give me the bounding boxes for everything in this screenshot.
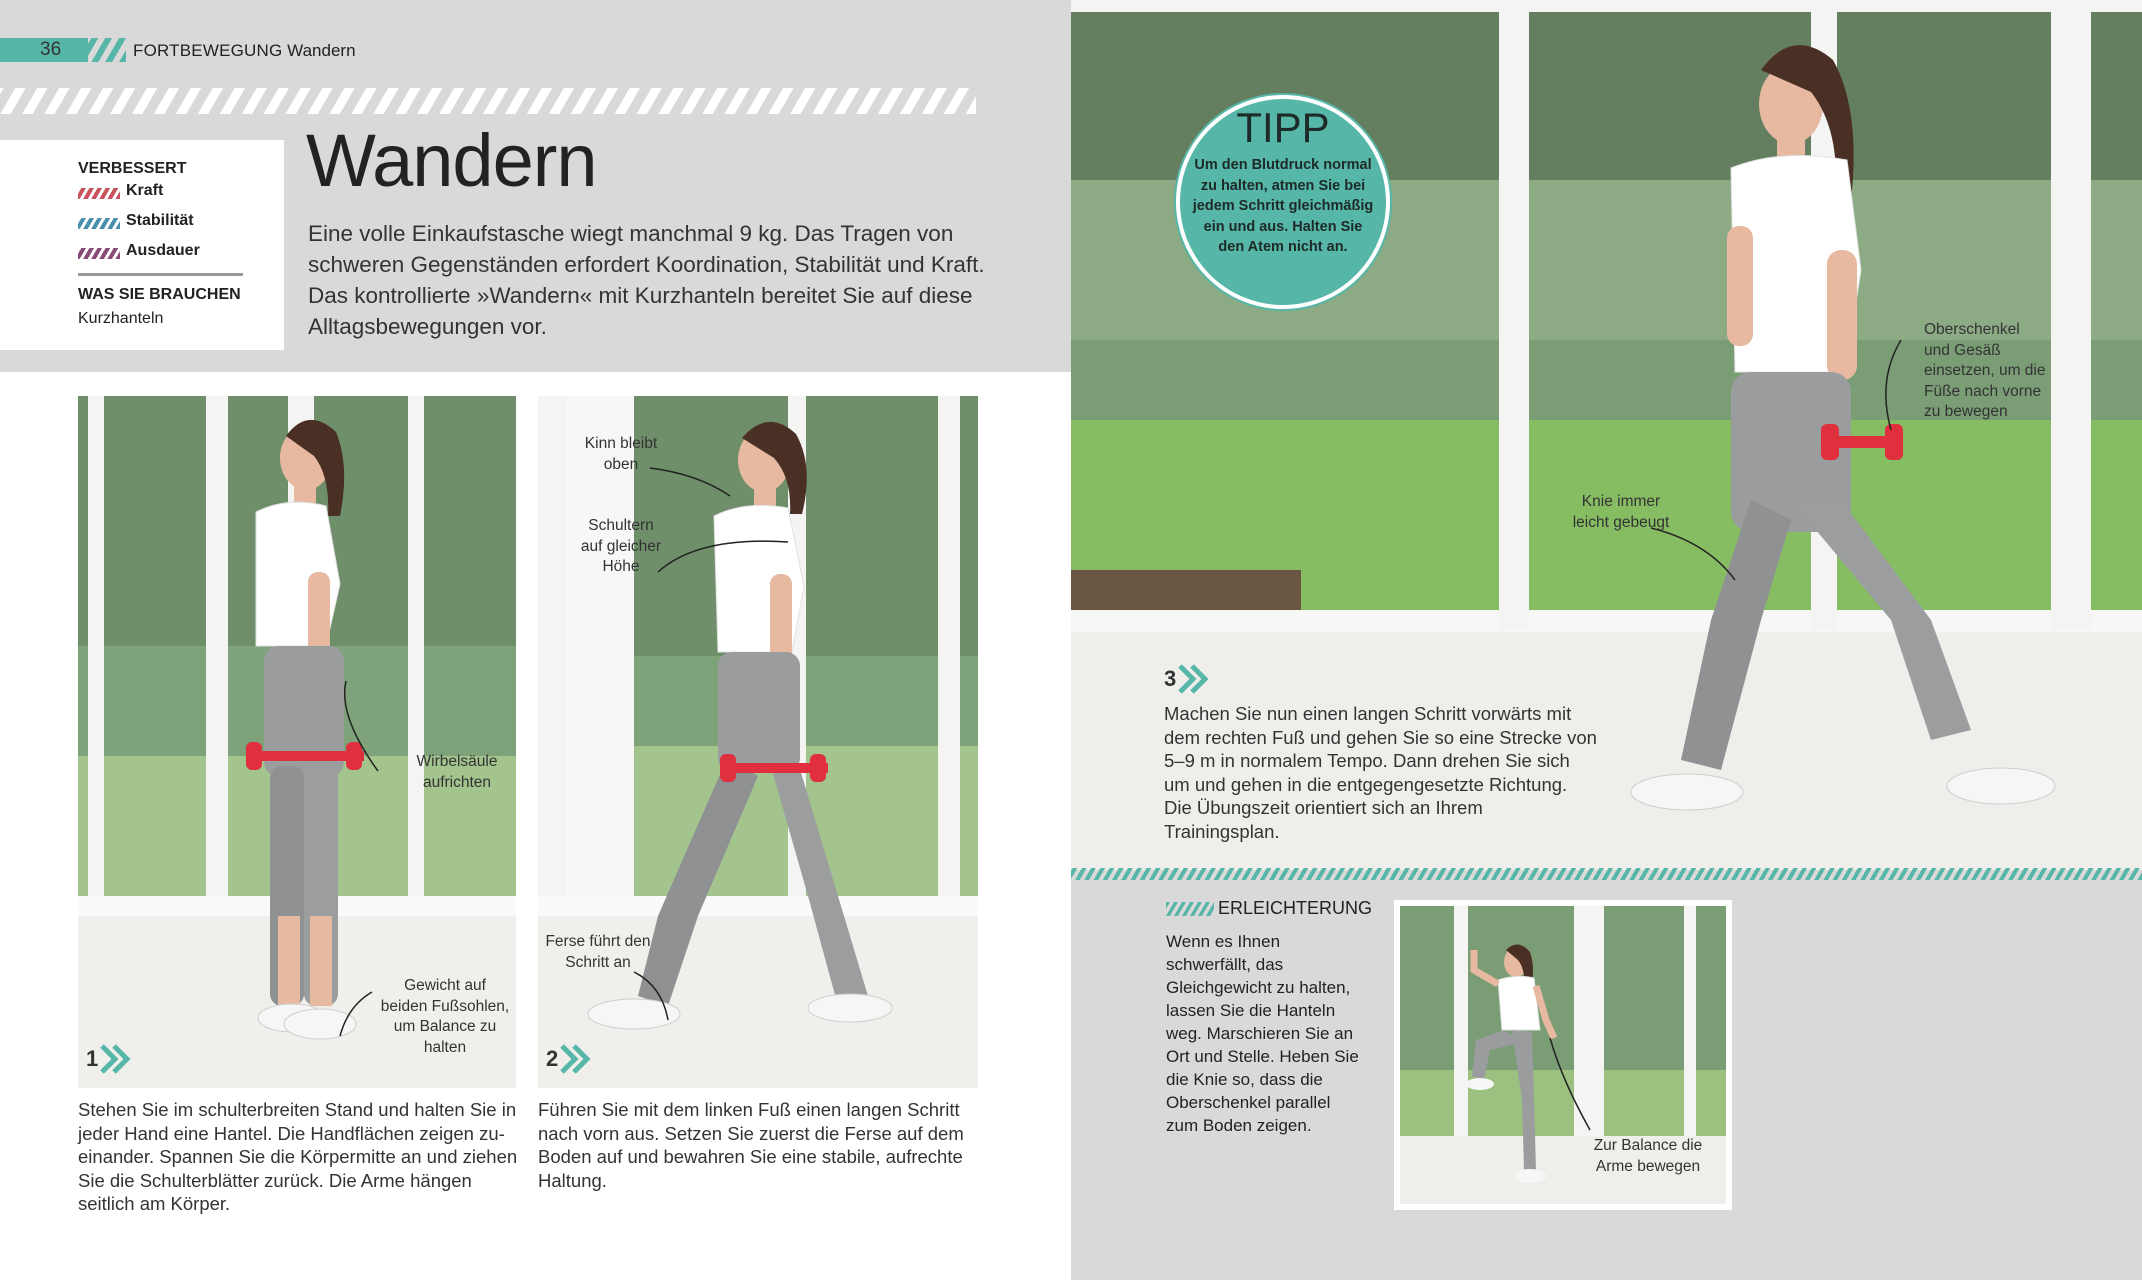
easier-title: ERLEICHTERUNG [1218, 898, 1373, 918]
endurance-chip-icon [78, 248, 120, 259]
subsection-label: Wandern [287, 41, 356, 60]
step-1-text: Stehen Sie im schulterbreiten Stand und halten Sie in jeder Hand eine Hantel. Die Handflächen zeigen zu-einander. Spannen Sie die Körpermitte an und ziehen Sie die Schulterblätter zurück. Die Arme hängen seitlich am Körper. [78, 1099, 518, 1214]
improves-item-stability: Stabilität [126, 212, 194, 229]
strength-chip-icon [78, 188, 120, 199]
step-2-number: 2 [546, 1046, 559, 1071]
step-1-caption-weight: Gewicht auf beiden Fußsohlen, um Balance zu halten [380, 977, 510, 1056]
easier-text: Wenn es Ihnen schwerfällt, das Gleichgewicht zu halten, lassen Sie die Hanteln weg. Marschieren Sie an Ort und Stelle. Heben Sie die Knie so, dass die Oberschenkel parallel zum Boden zeigen. [1166, 932, 1359, 1135]
improves-item-endurance: Ausdauer [126, 242, 200, 259]
info-divider [78, 273, 243, 276]
needs-value: Kurzhanteln [78, 310, 164, 327]
step-3-chevron-icon [1176, 664, 1212, 694]
step-2-chevron-icon [558, 1044, 594, 1074]
needs-label: WAS SIE BRAUCHEN [78, 286, 241, 303]
running-head [133, 40, 356, 62]
step-1-caption-spine: Wirbelsäule aufrichten [416, 753, 498, 791]
improves-item-strength: Kraft [126, 182, 164, 199]
stability-chip-icon [78, 218, 120, 229]
info-box [0, 140, 284, 350]
step-3-text: Machen Sie nun einen langen Schritt vorwärts mit dem rechten Fuß und gehen Sie so eine Strecke von 5–9 m in normalem Tempo. Dann drehen Sie sich um und gehen in die entgegengesetzte Richtung. Die Übungszeit orientiert sich an Ihrem Trainingsplan. [1164, 703, 1597, 842]
decorative-stripe [0, 88, 976, 114]
step-2-illustration [538, 396, 978, 1088]
step-2-caption-heel: Ferse führt den Schritt an [545, 933, 651, 971]
tip-text: Um den Blutdruck normal zu halten, atmen Sie bei jedem Schritt gleichmäßig ein und aus. Halten Sie den Atem nicht an. [1192, 157, 1374, 255]
page-number: 36 [40, 39, 62, 60]
step-3-number: 3 [1164, 666, 1177, 691]
easier-chip-icon [1166, 902, 1214, 916]
improves-label: VERBESSERT [78, 160, 187, 177]
tip-title: TIPP [1236, 104, 1330, 151]
step-3-caption-thigh: Oberschenkel und Gesäß einsetzen, um die Füße nach vorne zu bewegen [1924, 321, 2046, 420]
section-divider [1071, 868, 2142, 880]
easier-caption: Zur Balance die Arme bewegen [1593, 1137, 1703, 1175]
step-3-caption-knee: Knie immer leicht gebeugt [1572, 493, 1670, 531]
intro-text: Eine volle Einkaufstasche wiegt manchmal 9 kg. Das Tragen von schweren Gegenständen erfordert Koordination, Stabilität und Kraft. Das kontrollierte »Wandern« mit Kurzhanteln bereitet Sie auf diese Alltagsbewegungen vor. [308, 221, 985, 339]
step-1-chevron-icon [98, 1044, 134, 1074]
page-tab-hatch [70, 38, 126, 62]
page-title: Wandern [306, 119, 597, 202]
step-2-caption-shoulders: Schultern auf gleicher Höhe [580, 517, 662, 575]
step-2-caption-chin: Kinn bleibt oben [584, 435, 658, 473]
step-1-number: 1 [86, 1046, 99, 1071]
section-label: FORTBEWEGUNG [133, 41, 283, 60]
step-2-photo [538, 396, 978, 1088]
step-2-text: Führen Sie mit dem linken Fuß einen langen Schritt nach vorn aus. Setzen Sie zuerst die Ferse auf dem Boden auf und bewahren Sie eine stabile, aufrechte Haltung. [538, 1099, 964, 1191]
